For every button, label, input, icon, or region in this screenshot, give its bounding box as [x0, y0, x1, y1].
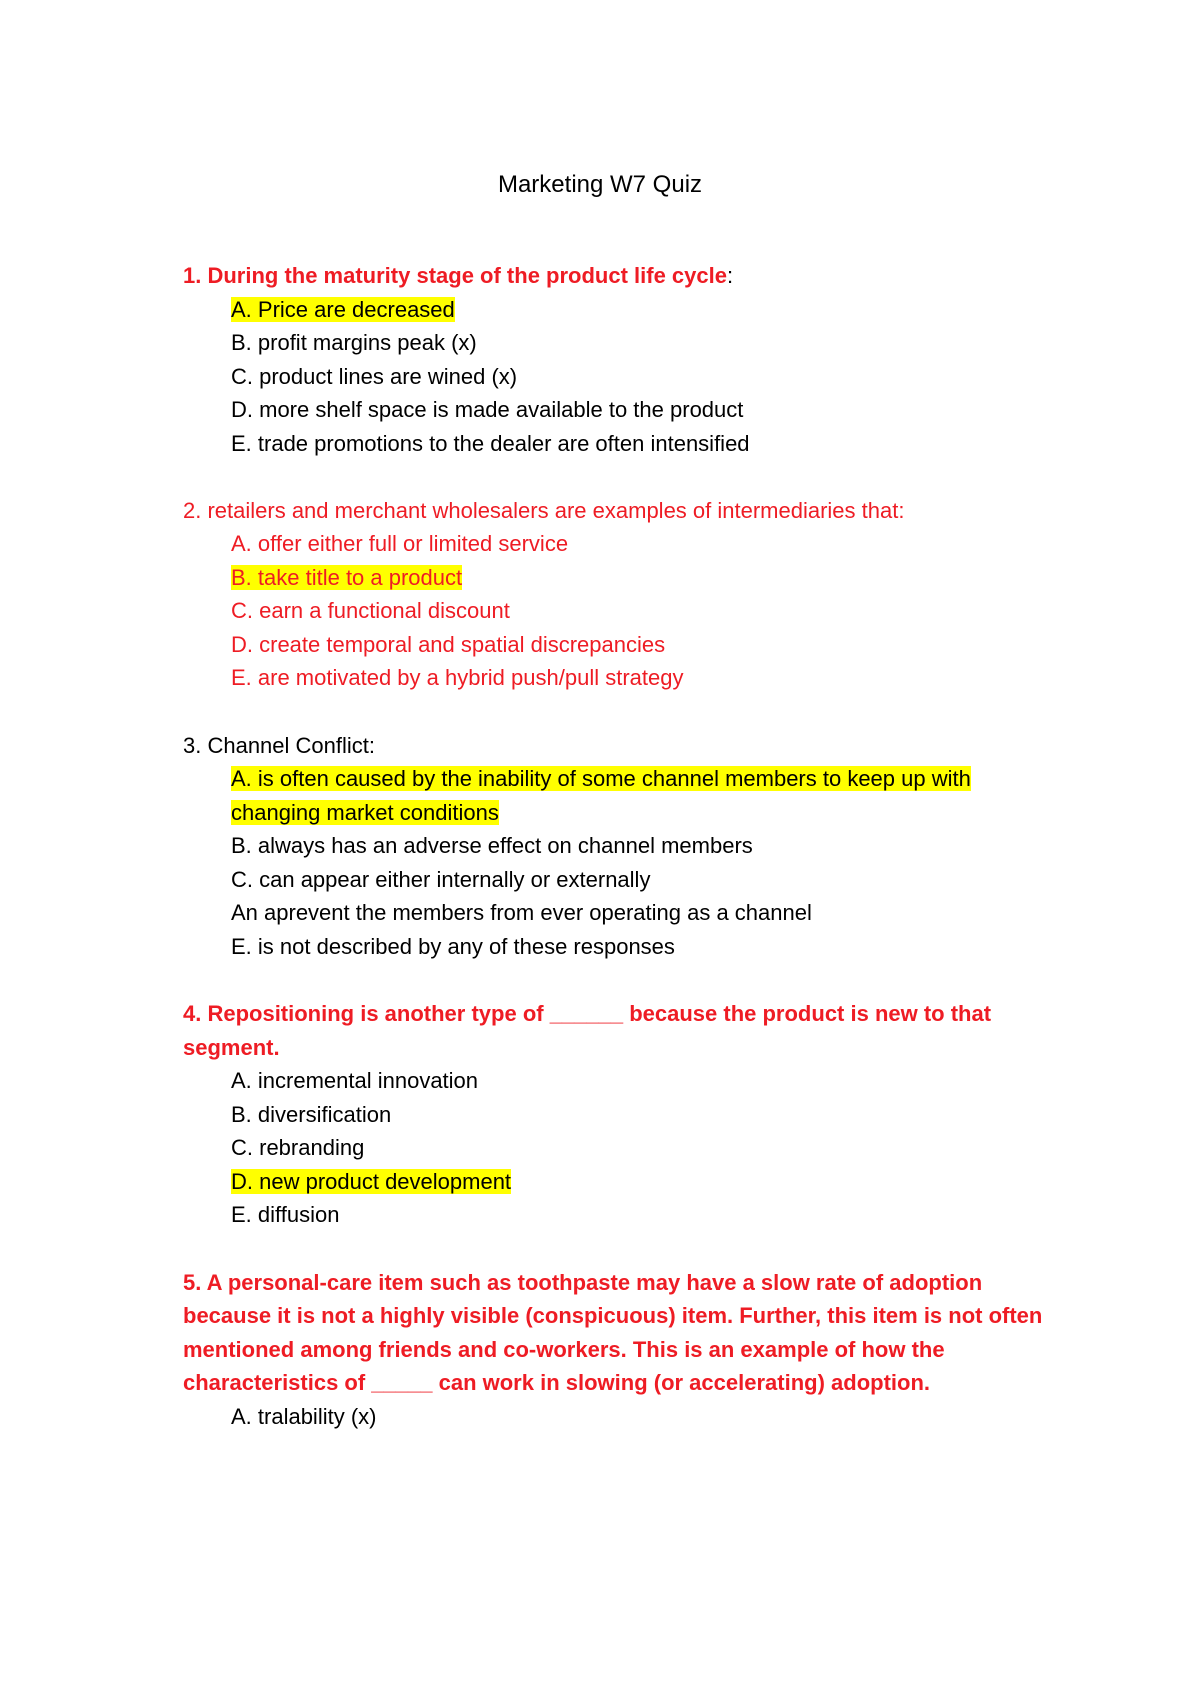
- question-3-option-d: An aprevent the members from ever operating as a channel: [231, 900, 812, 925]
- question-4-option-d-text: D. new product development: [231, 1169, 512, 1194]
- question-1-option-e: E. trade promotions to the dealer are often intensified: [231, 431, 750, 456]
- question-1: [183, 259, 733, 292]
- question-3-option-a-line-2: [231, 796, 499, 829]
- question-2-option-d: D. create temporal and spatial discrepancies: [231, 632, 666, 657]
- question-4-prompt-line-2: segment.: [183, 1035, 280, 1060]
- question-5-prompt-line-4: characteristics of _____ can work in slowing (or accelerating) adoption.: [183, 1370, 931, 1395]
- question-1-option-d: D. more shelf space is made available to the product: [231, 397, 744, 422]
- question-4-prompt-line-1: 4. Repositioning is another type of ______ because the product is new to that: [183, 1001, 992, 1026]
- question-5-option-a: A. tralability (x): [231, 1404, 377, 1429]
- question-2-option-e: E. are motivated by a hybrid push/pull strategy: [231, 665, 684, 690]
- question-2-option-a: A. offer either full or limited service: [231, 531, 569, 556]
- question-4-option-c: C. rebranding: [231, 1135, 365, 1160]
- question-4-option-e: E. diffusion: [231, 1202, 340, 1227]
- question-1-option-a: [231, 293, 455, 326]
- question-5-prompt-line-2: because it is not a highly visible (conspicuous) item. Further, this item is not often: [183, 1303, 1043, 1328]
- question-1-colon: :: [726, 263, 734, 288]
- question-3-prompt: 3. Channel Conflict:: [183, 733, 375, 758]
- question-3-option-e: E. is not described by any of these responses: [231, 934, 675, 959]
- question-4-option-a: A. incremental innovation: [231, 1068, 479, 1093]
- question-2-option-c: C. earn a functional discount: [231, 598, 510, 623]
- question-1-option-a-text: A. Price are decreased: [231, 297, 455, 322]
- question-1-option-c: C. product lines are wined (x): [231, 364, 518, 389]
- question-2-prompt: 2. retailers and merchant wholesalers are examples of intermediaries that:: [183, 498, 905, 523]
- question-2-option-b-text: B. take title to a product: [231, 565, 463, 590]
- page-title: Marketing W7 Quiz: [497, 171, 703, 198]
- question-1-prompt: 1. During the maturity stage of the product life cycle: [183, 263, 727, 288]
- question-5-prompt-line-1: 5. A personal-care item such as toothpaste may have a slow rate of adoption: [183, 1270, 983, 1295]
- question-4-option-d: [231, 1165, 511, 1198]
- question-3-option-b: B. always has an adverse effect on channel members: [231, 833, 753, 858]
- question-4-option-b: B. diversification: [231, 1102, 392, 1127]
- question-3-option-a-text-2: changing market conditions: [231, 800, 499, 825]
- question-3-option-c: C. can appear either internally or externally: [231, 867, 651, 892]
- question-3-option-a-text-1: A. is often caused by the inability of some channel members to keep up with: [231, 766, 971, 791]
- question-5-prompt-line-3: mentioned among friends and co-workers. This is an example of how the: [183, 1337, 945, 1362]
- question-2-option-b: [231, 561, 462, 594]
- question-3-option-a-line-1: [231, 762, 971, 795]
- question-1-option-b: B. profit margins peak (x): [231, 330, 477, 355]
